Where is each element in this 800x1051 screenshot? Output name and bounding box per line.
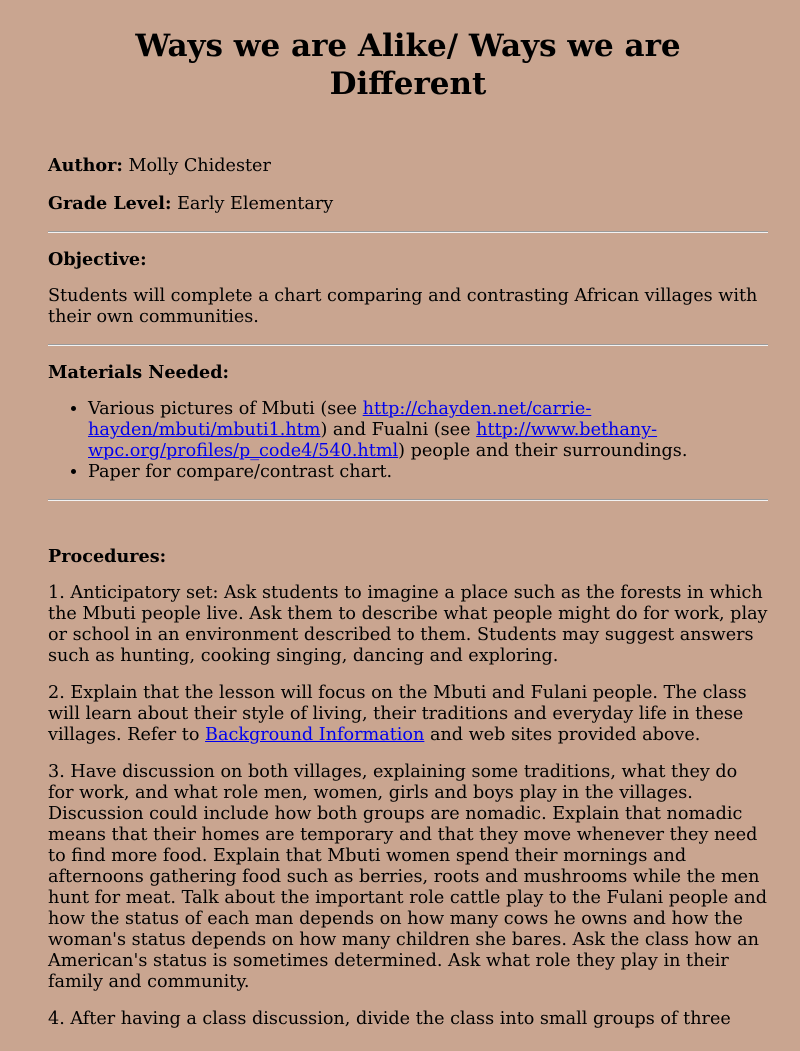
materials-list [48,399,768,483]
procedures-heading: Procedures: [48,546,167,567]
procedure-step-2 [48,683,768,746]
divider [48,344,768,346]
grade-level-label: Grade Level: [48,193,172,214]
page-title: Ways we are Alike/ Ways we are Different [135,28,681,102]
procedure-step-4: 4. After having a class discussion, divide the class into small groups of three [48,1009,731,1029]
objective-text: Students will complete a chart comparing and contrasting African villages with their own communities. [48,286,758,327]
materials-heading: Materials Needed: [48,362,230,383]
materials-item-paper: • Paper for compare/contrast chart. [88,462,768,483]
divider [48,499,768,501]
procedure-step-1: 1. Anticipatory set: Ask students to imagine a place such as the forests in which the Mbuti people live. Ask them to describe what people might do for work, play or school in an environment described to them. Students may suggest answers such as hunting, cooking singing, dancing and exploring. [48,583,768,666]
materials-item-pictures [88,399,768,462]
materials-item-text: ) and Fualni (see [320,420,477,440]
fulani-pictures-link[interactable]: http://www.bethany-wpc.org/profiles/p_code4/540.html [88,420,658,461]
procedure-step-text: 2. Explain that the lesson will focus on the Mbuti and Fulani people. The class will learn about their style of living, their traditions and everyday life in these villages. Refer to [48,683,747,745]
grade-level-value: Early Elementary [177,194,334,214]
background-information-link[interactable]: Background Information [205,725,425,745]
author-label: Author: [48,155,123,176]
author-line [48,155,768,177]
author-value: Molly Chidester [128,156,271,176]
grade-level-line [48,193,768,215]
procedure-step-3: 3. Have discussion on both villages, explaining some traditions, what they do for work, and what role men, women, girls and boys play in the villages. Discussion could include how both groups are nomadic. Explain that nomadic means that their homes are temporary and that they move whenever they need to find more food. Explain that Mbuti women spend their mornings and afternoons gathering food such as berries, roots and mushrooms while the men hunt for meat. Talk about the important role cattle play to the Fulani people and how the status of each man depends on how many cows he owns and how the woman's status depends on how many children she bares. Ask the class how an American's status is sometimes determined. Ask what role they play in their family and community. [48,762,767,992]
objective-heading: Objective: [48,249,147,270]
lesson-plan-page [0,27,800,1030]
divider [48,231,768,233]
materials-item-text: Various pictures of Mbuti (see [88,399,363,419]
mbuti-pictures-link[interactable]: http://chayden.net/carrie-hayden/mbuti/mbuti1.htm [88,399,592,440]
materials-item-text: ) people and their surroundings. [398,441,688,461]
procedure-step-text: and web sites provided above. [424,725,701,745]
